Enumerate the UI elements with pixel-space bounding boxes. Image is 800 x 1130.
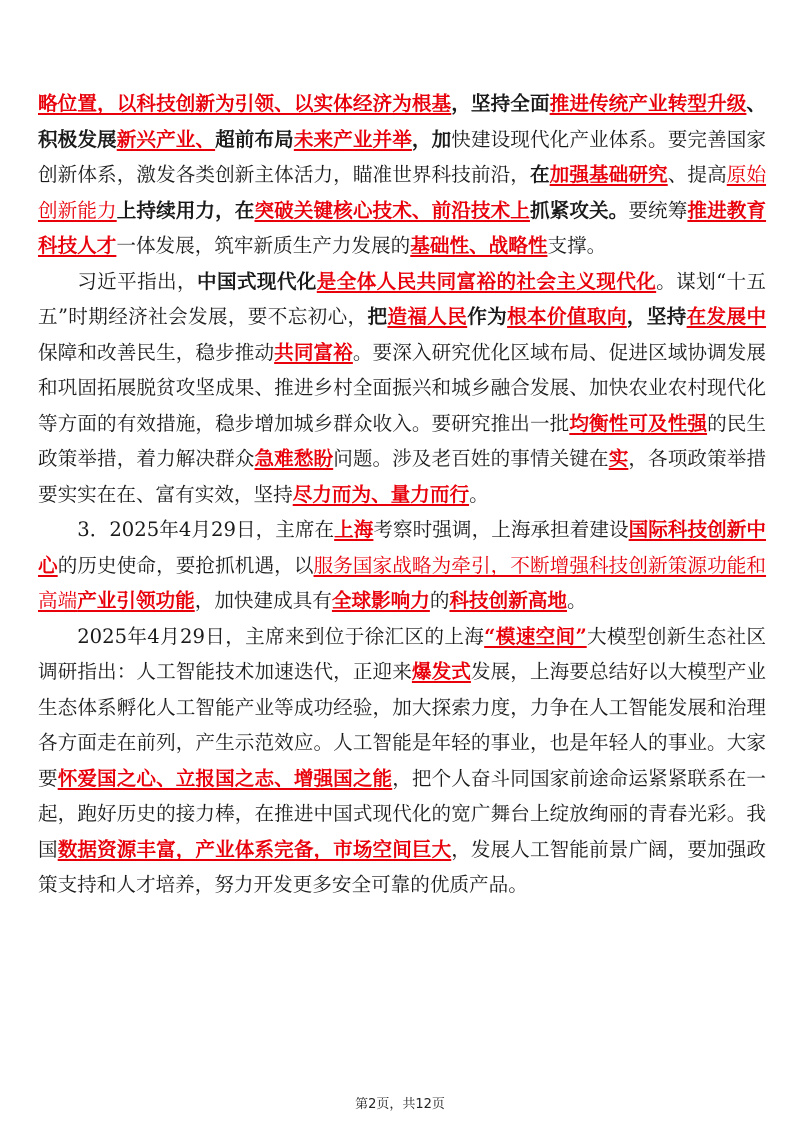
body-text: 、提高: [667, 163, 727, 186]
document-body: [38, 86, 766, 903]
emphasis-text: 实: [608, 447, 629, 470]
page-number-footer: 第2页，共12页: [355, 1097, 445, 1112]
bold-text: 、积极发展: [38, 92, 767, 151]
paragraph-1: [38, 86, 766, 264]
body-text: 考察时强调，上海承担着建设: [373, 518, 629, 541]
body-text: 保障和改善民生，稳步推动: [38, 340, 275, 364]
bold-text: 中国式现代化: [196, 269, 317, 293]
body-text: 。: [567, 589, 587, 612]
bold-text: 上持续用力，在: [116, 198, 255, 222]
body-text: 的历史使命，要抢抓机遇，以: [57, 553, 314, 577]
body-text: 要统筹: [628, 198, 688, 222]
body-text: 的: [429, 589, 450, 612]
emphasis-text: 均衡性可及性强: [569, 411, 708, 435]
emphasis-text: 国际科技创新中心: [38, 518, 767, 577]
emphasis-text: 科技创新高地: [449, 589, 568, 612]
emphasis-text: 怀爱国之心、立报国之志、增强国之能: [57, 766, 393, 790]
emphasis-text: 急难愁盼: [254, 447, 334, 470]
emphasis-text: 未来产业并举: [293, 127, 412, 151]
emphasis-text: 服务国家战略为牵引，不断增强科技创新策源功能和高端: [38, 553, 767, 612]
paragraph-2: [38, 264, 766, 513]
body-text: 的民生政策举措，着力解决群众: [38, 411, 767, 470]
bold-text: 抓紧攻关。: [529, 198, 629, 222]
emphasis-text: 共同富裕: [274, 340, 353, 364]
emphasis-text: “模速空间”: [484, 624, 587, 648]
emphasis-text: 造福人民: [387, 305, 468, 328]
emphasis-text: 产业引领功能: [77, 589, 195, 612]
bold-text: ，坚持: [626, 305, 687, 328]
emphasis-text: 推进教育科技人才: [38, 198, 767, 257]
emphasis-text: 突破关键核心技术、前沿技术上: [254, 198, 530, 222]
emphasis-text: 是全体人民共同富裕的社会主义现代化: [316, 269, 657, 293]
body-text: 支撑。: [547, 234, 607, 257]
body-text: 快建设现代化产业体系。要完善国家创新体系，激发各类创新主体活力，瞄准世界科技前沿，: [38, 127, 767, 186]
emphasis-text: 在发展中: [686, 305, 767, 328]
body-text: 大模型创新生态社区调研指出：人工智能技术加速迭代，正迎来: [38, 624, 767, 683]
bold-text: ，加: [411, 127, 452, 151]
body-text: 问题。涉及老百姓的事情关键在: [333, 447, 609, 470]
body-text: 。要深入研究优化区域布局、促进区域协调发展和巩固拓展脱贫攻坚成果、推进乡村全面振兴和城乡融合发展、加快农业农村现代化等方面的有效措施，稳步增加城乡群众收入。要研究推出一批: [38, 340, 767, 435]
body-text: 发展，上海要总结好以大模型产业生态体系孵化人工智能产业等成功经验，加大探索力度，力争在人工智能发展和治理各方面走在前列，产生示范效应。人工智能是年轻的事业，也是年轻人的事业。大家要: [38, 660, 767, 790]
emphasis-text: 全球影响力: [331, 589, 430, 612]
body-text: ，把个人奋斗同国家前途命运紧紧联系在一起，跑好历史的接力棒，在推进中国式现代化的宽广舞台上绽放绚丽的青春光彩。我国: [38, 766, 767, 861]
bold-text: 在: [529, 163, 550, 186]
emphasis-text: 根本价值取向: [507, 305, 627, 328]
bold-text: ，坚持全面: [451, 92, 550, 115]
body-text: 3．2025年4月29日，主席在: [77, 518, 335, 541]
body-text: 。: [469, 482, 489, 506]
emphasis-text: 尽力而为、量力而行: [292, 482, 470, 506]
bold-text: 把: [367, 305, 388, 328]
body-text: 。谋划“十五五”时期经济社会发展，要不忘初心，: [38, 269, 767, 328]
body-text: ，发展人工智能前景广阔，要加强政策支持和人才培养，努力开发更多安全可靠的优质产品。: [38, 837, 767, 896]
emphasis-text: 原始创新能力: [38, 163, 767, 222]
emphasis-text: 新兴产业、: [116, 127, 216, 151]
emphasis-text: 加强基础研究: [549, 163, 668, 186]
emphasis-text: 上海: [334, 518, 374, 541]
emphasis-text: 推进传统产业转型升级: [549, 92, 747, 115]
body-text: ，加快建成具有: [194, 589, 332, 612]
body-text: ，各项政策举措要实实在在、富有实效，坚持: [38, 447, 767, 506]
paragraph-4: [38, 619, 766, 903]
emphasis-text: 略位置，以科技创新为引领、以实体经济为根基: [38, 92, 452, 115]
bold-text: 作为: [467, 305, 508, 328]
bold-text: 超前布局: [215, 127, 294, 151]
emphasis-text: 爆发式: [411, 660, 471, 683]
emphasis-text: 基础性、战略性: [410, 234, 548, 257]
body-text: 习近平指出，: [77, 269, 197, 293]
body-text: 一体发展，筑牢新质生产力发展的: [116, 234, 411, 257]
body-text: 2025年4月29日，主席来到位于徐汇区的上海: [77, 624, 485, 648]
emphasis-text: 数据资源丰富，产业体系完备，市场空间巨大: [57, 837, 452, 861]
paragraph-3: [38, 512, 766, 619]
